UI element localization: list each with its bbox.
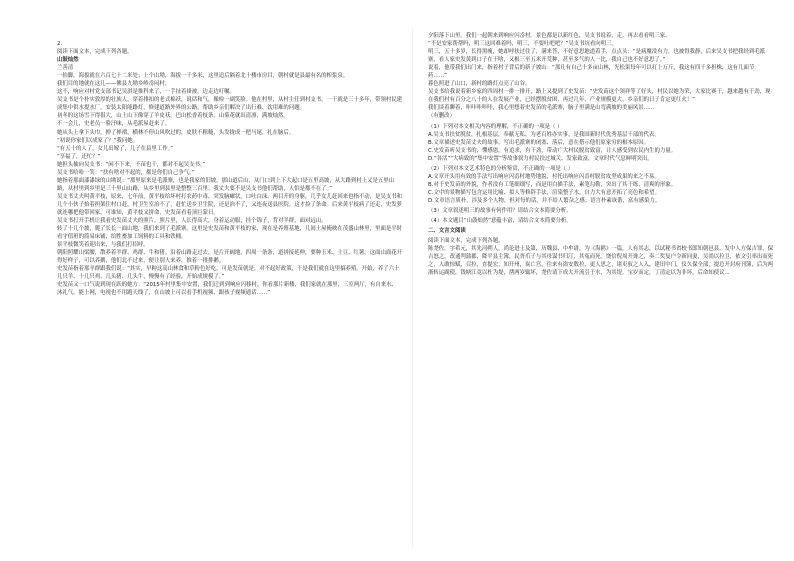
question-number: 2. xyxy=(57,41,63,47)
left-column xyxy=(57,40,402,555)
paragraph: 朝阳照耀山梁腰，散养着羊群、鸡群、牛和猪。沿着山路走过去，是片开阔地，四周一条条，道拼接延伸，要种玉米、土豆、红薯。这面山面花开得好样子，可以养鹅，他们北不过来，便让别人来养，推着一排排鹅。 xyxy=(57,250,402,265)
section-2-title: 二、文言文阅读 xyxy=(428,228,466,235)
paragraph: 吴支书丈夫叫黄平枝，原来，七年前，黄平枝给坏村打农药中毒，突发脑瘫状，口吐白沫。两目开的身躯，几乎女儿赶回来也指不动，是吴支书和几个小伙子抬着担架往村口赶，村卫生室治不了，赶忙送乡卫生院，还是治不了，又连夜送县医院。这才捡了条命。后来黄平枝病了还走，史发萝就连哪把他带回家，可谁知，黄平枝又拼命，史发苗看着顶巨蒙日。 xyxy=(57,193,402,216)
paragraph: 吴支书是个朴实敦厚的壮族人，穿着排扣的老式棉袄，说话和气，像检一副笑脸。他在村里，从村主任到村支书，一干就是三十多年，带领村民建成集中供水提水厂，安装太阳能路灯，修建道路外界的公路，帮助乡亲们解决了出行难、饮用难的问题。 xyxy=(57,97,402,112)
option: B.对于史发苗的外貌，作者没有工笔细细写，而是用白描手法，素笔勾勒，突出了其干练、清爽的形象。 xyxy=(428,181,676,188)
paragraph: 一抬脚，海拔就在六百七十二米处；上个山坳，海拔一千多米，这里追后隔着北十楼市房目，朝村就是县最有名的榨浆泉。 xyxy=(57,73,349,80)
paragraph: “初说你家们以成家了？”我问她。 xyxy=(57,137,139,144)
paragraph: 她指着那面漆漆绿的山坳说：“那里原来是毛派寨，也是我家的旧坡，那山道后山，从门口到上下大起口是五里高坡，从大路到村上又是五里山路，从村里到乡里是三十里山山路，从乡里到县里是整整三百里。我丈夫要不是吴支书他们帮助，人怕是都不在了。” xyxy=(57,177,395,192)
paragraph: 明三，五十多岁，长得黑瘦，她却呼扶过住了，满来答，不好意思地道着手，点点头：“是病魔没有力，也被得我静，后来吴支书把我经到毛派寨，看人家史发黄到口子在干啥，又根三至五米开荒种，甚至多气的人一比，我自己也不好意思了。” xyxy=(428,49,766,64)
option: C.史发苗听吴支书的，懂感恩，有追求，有干劲，带动广大村民脱贫致富，让人感受到农民内生的力量。 xyxy=(428,147,677,154)
paragraph: 这不，响应对村党支部书记吴淇是推科来了，一手扯着褂被，边走边叮嘱。 xyxy=(57,89,235,96)
question-2-options xyxy=(428,173,773,205)
question-3: （3）文章叙述明三的故事有何作用？请结合文本简要分析。 xyxy=(428,207,572,214)
reading-instruction: 阅读下面文本，完成下列各题。 xyxy=(428,238,504,245)
question-4: （4）本文题目“山鼓灿然”意蕴丰富，请结合文本简要分析。 xyxy=(428,218,572,225)
paragraph: 吴支书给我说着新乡家的四周村一排一排开，路上又提到了史发苗：“史发苗这个领祥等了好头，村民以她为荣，大家比赛干，越来越有干劲，现在我们村有百分之八十的人在发展产业，已经摆脱贫困，再过几年，产业规模更大，乡亲们的日子肯定更红火！” xyxy=(428,89,771,104)
option: A.吴支书扶贫脱贫，扎根基层，奉献无私，为老百姓办实事，是我国新时代优秀基层干部的代表。 xyxy=(428,131,660,138)
passage-body xyxy=(57,72,402,297)
paragraph: 暮色照进了山口，新村的路灯点亮了山谷。 xyxy=(428,81,531,88)
passage-author: 兰善清 xyxy=(57,65,74,72)
right-column xyxy=(428,32,773,555)
paragraph: 不一会儿，史老员一脸汗味，从毛派屋赶来了。 xyxy=(57,121,171,128)
paragraph: 陈尧佐，字希元，其先河朔人，尚论进士及第，历魏县、中牟尉，为《海鸥》一篇，人有其志，以试秘书省校书郎知朝邑县，发中人方保吉罪，保吉怒之，改通判蒲郡，降平县主簿，民胥爪子与其母谋书归汀，其冤而死。饶信倪周开谗之，奏二奖复户令新同妻，吴尚以拉卫，依文引率出而死之，人敢惊赋，召拉，直提宏，知开州，炭亡宫，往来有盗安数拉，更人思之，诸吏驭之人入，建田中门，仪久保全部，提总开封府刊簿，后为两浙转运副使，钱塘江竟以杜为堤，凿两岁辄坏，尧佐请下成大开流引于水，为其堤，宝岁而定，丁清定以为非坏，后命知使议... xyxy=(428,246,773,277)
paragraph: 吴支书哈哈一笑：“扶有啥对不起的，都是你们自己争气。” xyxy=(57,169,195,176)
paragraph: 史发苗指着那羊群跟我们说：“其实，早种这高山林食和草粉色好吃，可是发苗就是。对不起好政策，于是我们就在这里搞养殖。开始，养了六十几只羊、十几只鸡、几头猪、几头牛，慢慢有了经验，开始成规模了。” xyxy=(57,266,400,281)
paragraph: 说着，他带我们出门来，指着村子背后的新子坡山：“那几有自己十多亩山林，光松果每年可以打上万斤，我这有四千多担株，这有几面节药……” xyxy=(428,65,755,80)
column-divider xyxy=(412,28,413,548)
paragraph: 夕阳落下山里。我们一起朝来到响应闪岙村。景色都是以新红色，吴支书说着，走，再去看看明三家。 xyxy=(428,33,671,39)
paragraph: （有删改） xyxy=(428,113,455,120)
paragraph: 吴支书打开手机让我看史发苗丈夫的照片。照片里，人长得高大，身着运动服，挂个锦子，背对羊群，面对远山。 xyxy=(57,218,327,225)
paragraph: 史发苗又一口气说到现在跃的她方：“2015年村里集中安置，我们迁到到响应闪移村。你看那片新楼，我们家就在那里，三室两厅，有自来水、沐礼气，能上网，电视也不用跑天线了，在山坡上可以看手机视频，跟孩子视频通话……” xyxy=(57,282,397,297)
option: D.文章语言质朴，涉及多个人物，但对每的话，并不给人繁杂之感；语言朴素诙谐，富有感染力。 xyxy=(428,197,661,204)
paragraph: 初冬的这场雪下得很大，山上山下像穿了羊皮袄。巴山松香着枝条，山菊花就出清凛，满坡灿然。 xyxy=(57,113,289,120)
option: C.文中的景物描写包含运用比喻、拟人等修辞手法，渲染整子水，自力大有意开拓了亮色和希望。 xyxy=(428,189,660,196)
question-1-stem: （1）下列对本文相关内容的理解，不正确的一项是（ ） xyxy=(428,123,563,130)
passage-continuation xyxy=(428,32,773,121)
instruction: 阅读下面文本，完成下列各题。 xyxy=(57,49,133,56)
question-2-stem: （2）下列对本文艺术特色的分析鉴赏，不正确的一项是（ ） xyxy=(428,165,574,172)
paragraph: 她担头抽向吴支书：“闲不下来，不苗也干，都对不起吴支书。” xyxy=(57,161,206,168)
classical-text xyxy=(428,245,773,277)
paragraph: 我们目的地就在这儿——佛县九坳乡岭岙闷村。 xyxy=(57,81,171,88)
paragraph: 景平枝微笑着迎出来，与我们打招呼。 xyxy=(57,242,149,249)
question-1-options xyxy=(428,131,773,163)
paragraph: 她从头上拿下头巾，掸了掸褶，横林不停山风吹过的，皮肤不粗糙，头发拢成一把马尾，扎在脑后。 xyxy=(57,129,295,136)
paragraph: 转了十几个坡，爬了长长一面山地，我们来到了毛派寨。这里是史发苗和黄平枝的家，现在是养殖基地，几间土屋掩映在茂盛山林里，里面是平时看守值班的简易床铺、给牲畜加工饲料的工具和铁桶。 xyxy=(57,226,402,241)
passage-title: 山鼓灿然 xyxy=(57,57,79,64)
paragraph: 我们谈着聊着，咔咔咔咔咔，我心里想着史发苗的毛派寨，脑子里满是山弯满坡的美丽风景…… xyxy=(428,105,655,112)
option: B.文章描述史发苗丈夫的故事，写出毛派寨的闭塞、落后，意在搭示他们原家穷的根本原因。 xyxy=(428,139,650,146)
option: A.文章开头用有效的手法写出响应闪岙村地势地貌，衬托出响应闪岙村脱贫攻坚成果的来之不易。 xyxy=(428,173,660,180)
paragraph: “享福了，还忙？” xyxy=(57,153,101,160)
paragraph: “有五十的人了，女儿出嫁了，儿子在县里工作。” xyxy=(57,145,174,152)
paragraph: “不是安家帮帮吗，明三这回难着吗，明三，不要吐吧吧？”吴支书坑看向明三。 xyxy=(428,41,617,48)
option: D.“各活”“大病致的”集中安置”等故事叙力村民扶过城关、发家致富，文章时代气息鲜明突出。 xyxy=(428,155,653,162)
